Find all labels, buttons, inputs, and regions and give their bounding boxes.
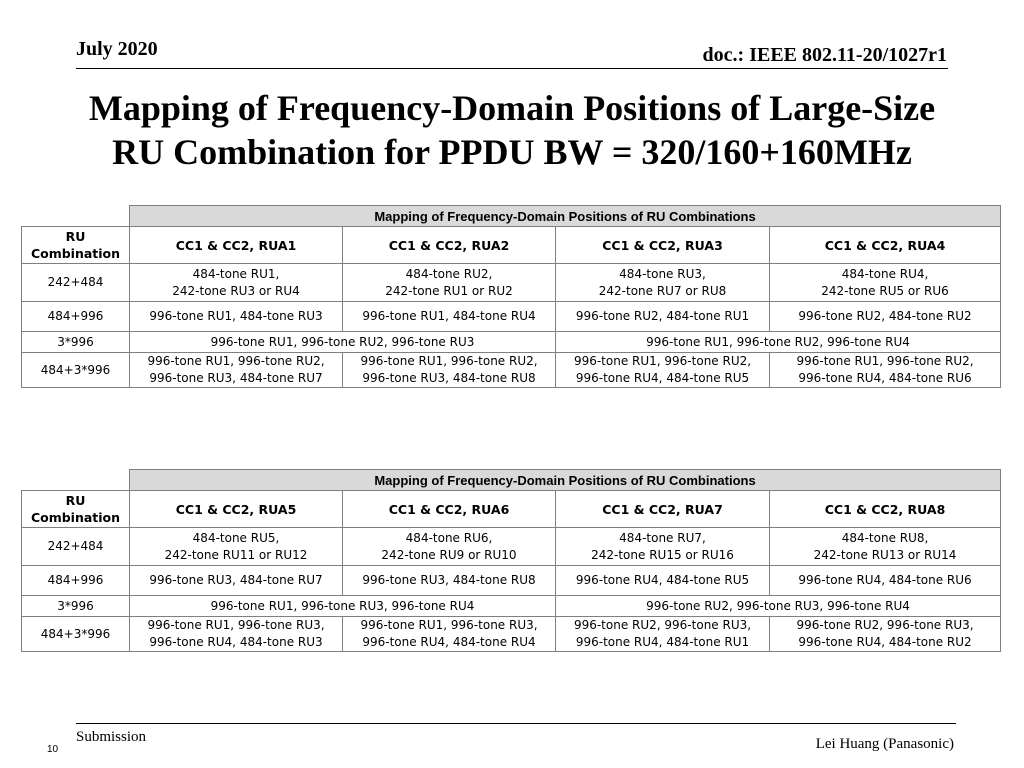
cell-line: 996-tone RU1, 996-tone RU3,: [147, 618, 325, 632]
table-cell-merged: 996-tone RU1, 996-tone RU2, 996-tone RU3: [130, 332, 556, 353]
cell-line: 242-tone RU13 or RU14: [813, 547, 957, 562]
cell-line: 484-tone RU5,: [192, 530, 280, 545]
cell-line: 996-tone RU3, 484-tone RU7: [149, 371, 323, 385]
cell-line: 484-tone RU6,: [405, 530, 493, 545]
column-header: CC1 & CC2, RUA2: [343, 227, 556, 264]
table-cell: [556, 528, 770, 566]
table-row: [22, 617, 1001, 652]
table-cell: 996-tone RU2, 484-tone RU2: [770, 302, 1001, 332]
cell-line: 996-tone RU1, 996-tone RU2,: [147, 354, 325, 368]
ru-mapping-table-2: [21, 469, 1001, 652]
table-cell: [770, 617, 1001, 652]
slide-title-line-2: RU Combination for PPDU BW = 320/160+160MHz: [112, 132, 912, 172]
table-row: [22, 566, 1001, 596]
cell-line: 996-tone RU4, 484-tone RU4: [362, 635, 536, 649]
row-label: 484+3*996: [22, 353, 130, 388]
table-cell: 996-tone RU1, 484-tone RU4: [343, 302, 556, 332]
table-caption: Mapping of Frequency-Domain Positions of RU Combinations: [130, 206, 1001, 227]
cell-line: 996-tone RU1, 996-tone RU2,: [360, 354, 538, 368]
table-row: [22, 596, 1001, 617]
table-cell: 996-tone RU2, 484-tone RU1: [556, 302, 770, 332]
cell-line: 996-tone RU2, 996-tone RU3,: [573, 618, 752, 632]
table-cell: [130, 528, 343, 566]
table-row: [22, 264, 1001, 302]
cell-line: 242-tone RU11 or RU12: [164, 547, 308, 562]
cell-line: 484-tone RU2,: [405, 266, 493, 281]
table-cell: 996-tone RU3, 484-tone RU8: [343, 566, 556, 596]
row-header-label: RU Combination: [22, 227, 130, 264]
slide-title: [20, 86, 1004, 174]
table-cell: [556, 353, 770, 388]
slide-number: 10: [47, 744, 59, 755]
table-caption: Mapping of Frequency-Domain Positions of RU Combinations: [130, 470, 1001, 491]
cell-line: 484-tone RU7,: [619, 530, 706, 545]
column-header: CC1 & CC2, RUA3: [556, 227, 770, 264]
cell-line: 484-tone RU8,: [841, 530, 929, 545]
row-header-label: RU Combination: [22, 491, 130, 528]
cell-line: 996-tone RU1, 996-tone RU2,: [796, 354, 974, 368]
table-cell: [130, 353, 343, 388]
table-row: [22, 353, 1001, 388]
cell-line: 242-tone RU5 or RU6: [821, 283, 949, 298]
row-label: 3*996: [22, 332, 130, 353]
cell-line: 242-tone RU9 or RU10: [381, 547, 517, 562]
row-label: 3*996: [22, 596, 130, 617]
header-divider: [76, 68, 948, 69]
table-cell: 996-tone RU1, 484-tone RU3: [130, 302, 343, 332]
table-cell: [343, 528, 556, 566]
table-cell: [556, 264, 770, 302]
cell-line: 484-tone RU3,: [619, 266, 706, 281]
footer-submission: Submission: [76, 729, 147, 745]
table-cell: [343, 264, 556, 302]
table-cell: [130, 617, 343, 652]
cell-line: 996-tone RU4, 484-tone RU1: [575, 635, 750, 649]
table-row: [22, 302, 1001, 332]
column-header: CC1 & CC2, RUA6: [343, 491, 556, 528]
footer-author: Lei Huang (Panasonic): [815, 736, 954, 752]
column-header: CC1 & CC2, RUA4: [770, 227, 1001, 264]
cell-line: 996-tone RU1, 996-tone RU2,: [573, 354, 752, 368]
table-cell: [770, 353, 1001, 388]
table-cell: [343, 353, 556, 388]
cell-line: 996-tone RU2, 996-tone RU3,: [796, 618, 974, 632]
cell-line: 242-tone RU1 or RU2: [385, 283, 513, 298]
table-cell: 996-tone RU3, 484-tone RU7: [130, 566, 343, 596]
column-header: CC1 & CC2, RUA8: [770, 491, 1001, 528]
table-row: [22, 332, 1001, 353]
table-cell: [343, 617, 556, 652]
row-label: 242+484: [22, 528, 130, 566]
cell-line: 996-tone RU1, 996-tone RU3,: [360, 618, 538, 632]
table-cell: [770, 264, 1001, 302]
table-cell: [556, 617, 770, 652]
header-doc-id: doc.: IEEE 802.11-20/1027r1: [702, 44, 947, 66]
cell-line: 996-tone RU4, 484-tone RU3: [149, 635, 323, 649]
cell-line: 484-tone RU4,: [841, 266, 929, 281]
header-date: July 2020: [76, 38, 158, 60]
table-cell: 996-tone RU4, 484-tone RU6: [770, 566, 1001, 596]
row-label: 242+484: [22, 264, 130, 302]
cell-line: 484-tone RU1,: [192, 266, 280, 281]
table-cell: [130, 264, 343, 302]
cell-line: 996-tone RU4, 484-tone RU5: [575, 371, 750, 385]
footer-divider: [76, 723, 956, 724]
table-cell-merged: 996-tone RU2, 996-tone RU3, 996-tone RU4: [556, 596, 1001, 617]
table-cell: 996-tone RU4, 484-tone RU5: [556, 566, 770, 596]
cell-line: 242-tone RU15 or RU16: [591, 547, 734, 562]
row-label: 484+996: [22, 566, 130, 596]
table-corner-blank: [22, 470, 130, 491]
slide-title-line-1: Mapping of Frequency-Domain Positions of Large-Size: [88, 88, 936, 128]
cell-line: 996-tone RU4, 484-tone RU2: [798, 635, 972, 649]
row-label: 484+996: [22, 302, 130, 332]
table-cell-merged: 996-tone RU1, 996-tone RU2, 996-tone RU4: [556, 332, 1001, 353]
cell-line: 242-tone RU7 or RU8: [598, 283, 727, 298]
cell-line: 242-tone RU3 or RU4: [172, 283, 300, 298]
table-cell: [770, 528, 1001, 566]
cell-line: 996-tone RU4, 484-tone RU6: [798, 371, 972, 385]
row-label: 484+3*996: [22, 617, 130, 652]
ru-mapping-table-1: [21, 205, 1001, 388]
table-row: [22, 528, 1001, 566]
column-header: CC1 & CC2, RUA5: [130, 491, 343, 528]
column-header: CC1 & CC2, RUA1: [130, 227, 343, 264]
table-cell-merged: 996-tone RU1, 996-tone RU3, 996-tone RU4: [130, 596, 556, 617]
column-header: CC1 & CC2, RUA7: [556, 491, 770, 528]
cell-line: 996-tone RU3, 484-tone RU8: [362, 371, 536, 385]
table-corner-blank: [22, 206, 130, 227]
